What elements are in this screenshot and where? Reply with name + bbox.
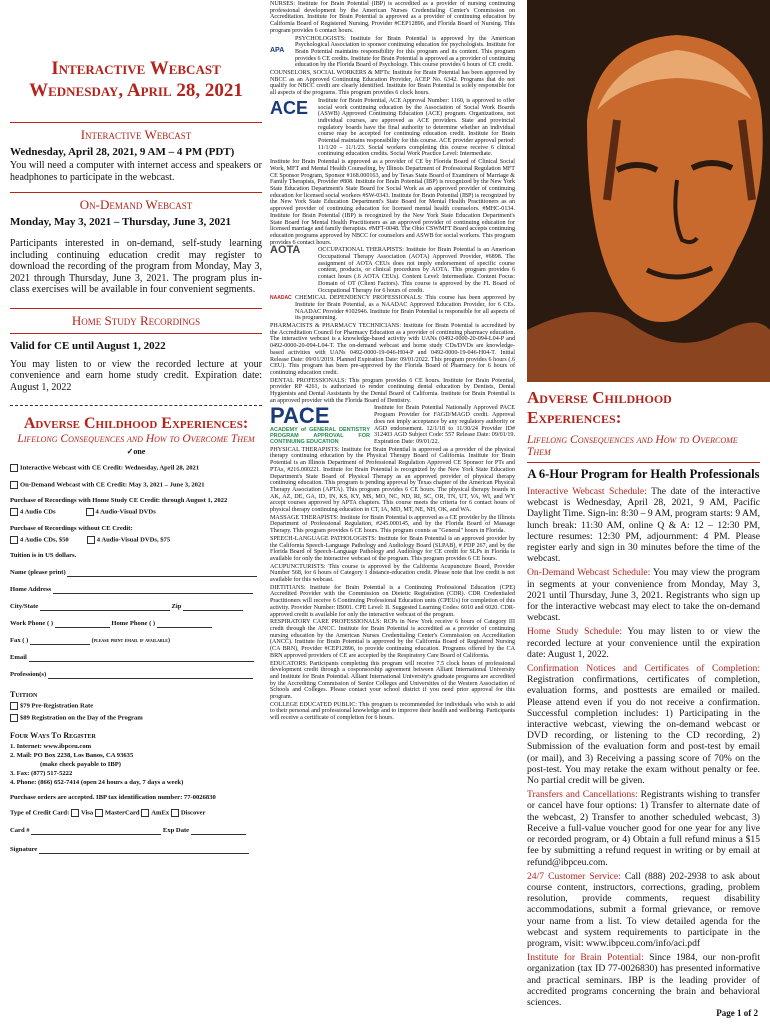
mastercard-checkbox[interactable] bbox=[95, 809, 103, 817]
tuition-note: Tuition is in US dollars. bbox=[10, 552, 77, 560]
purchase-order-note: Purchase orders are accepted. IBP tax identification number: 77-0026830 bbox=[10, 794, 216, 802]
about-ibp-text: Since 1984, our non-profit organization (tax ID 77-0026830) has presented informative and practical seminars. IBP is the leading provider of accredited programs concerning the brain and behavioral sciences. bbox=[527, 952, 760, 1008]
webcast-heading: Interactive Webcast bbox=[80, 127, 192, 142]
ot-text: OCCUPATIONAL THERAPISTS: Institute for Brain Potential is an American Occupational Therapy Association (AOTA) Approved Provider, #6898. The assignment of AOTA CEUs does not imply endorsement of specific course content, products, or clinical procedures by AOTA. This program provides 6 contact hours (.6 AOTA CEUs). Content Level: Intermediate. Content Focus: Domain of OT (Client Factors). This course is approved by the FL Board of Occupational Therapy for 6 hours of credit. bbox=[318, 247, 515, 294]
visa-checkbox[interactable] bbox=[71, 809, 79, 817]
pace-logo: PACE bbox=[270, 403, 330, 429]
card-number-field[interactable] bbox=[31, 827, 161, 835]
pharmacists-text: PHARMACISTS & PHARMACY TECHNICIANS: Institute for Brain Potential is accredited by the Accreditation Council for Pharmacy Education as a provider of continuing pharmacy education. The interactive webcast is a knowledge-based activity with UANs (0492-0000-20-094-L04-P and 0492-0000-20-094-L04-T. The on-demand webcast and home study CDs/DVDs are knowledge-based activities with UANs 0492-0000-19-046-H04-P and 0492-0000-19-046-H04-T. Initial Release Date: 09/01/2019. Planned Expiration Date: 09/01/2022. This program provides 6 hours (.6 CEU). This program has been pre-approved by the Florida Board of Pharmacy for 6 hours of continuing education credit. bbox=[270, 323, 515, 376]
tuition-89-label: $89 Registration on the Day of the Program bbox=[20, 714, 143, 722]
naadac-logo: NAADAC bbox=[270, 295, 292, 302]
profession-field[interactable] bbox=[48, 671, 253, 679]
discover-checkbox[interactable] bbox=[171, 809, 179, 817]
homestudy-text: You may listen to or view the recorded lecture at your convenience and earn home study credit. Expiration date: August 1, 2022 bbox=[10, 358, 262, 393]
register-phone: 4. Phone: (866) 652-7414 (open 24 hours a day, 7 days a week) bbox=[10, 779, 184, 787]
card-number-label: Card # bbox=[10, 826, 30, 834]
accreditation-column bbox=[270, 0, 515, 723]
pace-text: Institute for Brain Potential Nationally Approved PACE Program Provider for FAGD/MAGD credit. Approval does not imply acceptance by any regulatory authority or AGD endorsement. 12/1/18 to 11/30/24 Provider ID# 312403 AGD Subject Code: 557 Release Date: 09/01/19. Expiration Date: 09/01/22. bbox=[374, 405, 515, 445]
mastercard-label: MasterCard bbox=[104, 809, 140, 817]
registration-form bbox=[10, 414, 262, 854]
form-title: Adverse Childhood Experiences: bbox=[23, 415, 249, 432]
physical-therapists-text: PHYSICAL THERAPISTS: Institute for Brain Potential is approved as a provider of the physical therapy continuing education by the Physical Therapy Board of California. Institute for Brain Potential is an Illinois Department of Professional Regulation Approved CE Sponsor for PTs and PTAs, #216.000221. Institute for Brain Potential is recognized by the New York State Education Department's State Board of Physical Therapy as an approved provider of physical therapy continuing education. This program is pending approval by Texas chapter of the American Physical Therapy Association (APTA). This program provides 6 CE hours. The physical therapy boards in AK, AZ, DE, GA, ID, IN, KS, KY, MS, MO, NC, ND, RI, SC, OR, TN, UT, VA, WI, and WY accept courses approved by APTA chapters. This course meets the criteria for 6 contact hours of physical therapy continuing education in CT, IA, MD, MT, NE, NH, OK, and WA. bbox=[270, 446, 515, 514]
about-ibp bbox=[527, 952, 760, 1008]
divider bbox=[10, 122, 262, 123]
confirmation-notices bbox=[527, 663, 760, 786]
tuition-79-checkbox[interactable] bbox=[10, 702, 18, 710]
customer-service-label: 24/7 Customer Service: bbox=[527, 870, 621, 882]
divider bbox=[10, 192, 262, 193]
fax-label: Fax ( ) bbox=[10, 637, 29, 645]
tuition-heading: Tuition bbox=[10, 690, 38, 700]
name-field[interactable] bbox=[67, 569, 257, 577]
work-phone-label: Work Phone ( ) bbox=[10, 620, 54, 628]
homestudy-schedule-text: You may listen to or view the recorded lecture at your convenience until the expiration date: August 1, 2022. bbox=[527, 626, 761, 660]
confirmation-label: Confirmation Notices and Certificates of Completion: bbox=[527, 663, 760, 675]
ondemand-schedule-label: On-Demand Webcast Schedule: bbox=[527, 567, 651, 579]
webcast-schedule-text: The date of the interactive webcast is Wednesday, April 28, 2021, 9 AM, Pacific Daylight Time. Sign-in: 8:30 – 9 AM, program starts: 9 AM, lunch break: 11:30 AM, online Q & A: 12 – 12:30 PM, lecture resumes: 12:30 PM, adjournment: 4 PM. Please register early and sign in 30 minutes before the time of the webcast. bbox=[527, 486, 760, 565]
right-subtitle: Lifelong Consequences and How to Overcome Them bbox=[527, 434, 738, 458]
form-subtitle: Lifelong Consequences and How to Overcome Them bbox=[17, 433, 255, 445]
customer-service bbox=[527, 871, 760, 949]
zip-field[interactable] bbox=[183, 603, 243, 611]
transfers-cancellations bbox=[527, 789, 760, 867]
right-title: Adverse Childhood Experiences: bbox=[527, 388, 672, 427]
cut-line bbox=[10, 405, 262, 406]
noce-cd-label: 4 Audio CDs, $50 bbox=[20, 536, 69, 544]
tuition-79-label: $79 Pre-Registration Rate bbox=[20, 702, 94, 710]
option-webcast-checkbox[interactable] bbox=[10, 464, 18, 472]
portrait-image bbox=[527, 0, 770, 382]
homestudy-schedule-label: Home Study Schedule: bbox=[527, 626, 623, 638]
aota-logo: AOTA bbox=[270, 244, 301, 257]
home-phone-field[interactable] bbox=[157, 620, 212, 628]
transfers-text: Registrants wishing to transfer or cancel have four options: 1) Transfer to alternate date of the webcast, 2) Transfer to another scheduled webcast, 3) Receive a full-value voucher good for one year for any live or recorded program, or 4) Obtain a full refund minus a $15 fee by submitting a refund request in writing or by email at refund@ibpceu.com. bbox=[527, 789, 761, 868]
option-ondemand-label: On-Demand Webcast with CE Credit: May 3, 2021 – June 3, 2021 bbox=[20, 481, 205, 489]
register-mail: 2. Mail: PO Box 2238, Los Banos, CA 93635 bbox=[10, 752, 134, 760]
option-homestudy-label: Purchase of Recordings with Home Study CE Credit: through August 1, 2022 bbox=[10, 497, 228, 505]
chemical-dependency-text: CHEMICAL DEPENDENCY PROFESSIONALS: This course has been approved by Institute for Brain Potential, as a NAADAC Approved Education Provider, for 6 CEs. NAADAC Provider #102946. Institute for Brain Potential is responsible for all aspects of its programming. bbox=[295, 295, 515, 322]
homestudy-date: Valid for CE until August 1, 2022 bbox=[10, 339, 166, 352]
zip-label: Zip bbox=[171, 603, 182, 611]
email-field[interactable] bbox=[29, 654, 254, 662]
signature-field[interactable] bbox=[39, 846, 249, 854]
ondemand-text: Participants interested in on-demand, self-study learning including continuing education credit may register to download the recording of the program from Monday, May 3, 2021 through Thursday, June 3, 2021. The program plus in-class exercises will be available in four convenient segments. bbox=[10, 238, 262, 295]
option-noce-label: Purchase of Recordings without CE Credit: bbox=[10, 524, 133, 532]
homestudy-cd-checkbox[interactable] bbox=[10, 508, 18, 516]
ondemand-schedule-text: You may view the program in segments at your convenience from Monday, May 3, 2021 until Thursday, June 3, 2021. Registrants who sign up for the interactive webcast may elect to take the on-demand webcast. bbox=[527, 567, 760, 624]
homestudy-heading: Home Study Recordings bbox=[71, 312, 201, 328]
homestudy-dvd-checkbox[interactable] bbox=[86, 508, 94, 516]
fax-field[interactable] bbox=[30, 637, 90, 645]
home-phone-label: Home Phone ( ) bbox=[111, 620, 156, 628]
home-address-field[interactable] bbox=[53, 586, 253, 594]
respiratory-text: RESPIRATORY CARE PROFESSIONALS: RCPs in New York receive 6 hours of Category III credit through the ANCC. Institute for Brain Potential is accredited as a provider of continuing nursing education by the American Nurses Credentialing Center's Commission on Accreditation (ANCC). Institute for Brain Potential is approved by the California Board of Registered Nursing (CA BRN), Provider #CEP12896, to provide continuing education. Programs offered by the CA BRN approved providers of CE are accepted by the Respiratory Care Board of California. bbox=[270, 619, 515, 659]
about-ibp-label: Institute for Brain Potential: bbox=[527, 952, 644, 964]
amex-label: AmEx bbox=[151, 809, 170, 817]
slp-text: SPEECH-LANGUAGE PATHOLOGISTS: Institute for Brain Potential is an approved provider by the California Speech-Language Pathology and Audiology Board (SLPAB), # PDP 267, and by the Florida Board of Speech-Language Pathology and Audiology for CE credit for SLPs in Florida is available for only the interactive webcast of the program. This program provides 6 CE hours. bbox=[270, 535, 515, 562]
city-state-label: City/State bbox=[10, 603, 39, 611]
homestudy-dvd-label: 4 Audio-Visual DVDs bbox=[95, 508, 156, 516]
noce-dvd-checkbox[interactable] bbox=[87, 536, 95, 544]
public-text: COLLEGE EDUCATED PUBLIC: This program is recommended for individuals who wish to add to their personal and professional knowledge and to improve their health and wellbeing. Participants will receive a certificate of completion for 6 hours. bbox=[270, 701, 515, 722]
print-email-note: (please print email if available) bbox=[91, 638, 170, 645]
acupuncturists-text: ACUPUNCTURISTS: This course is approved by the California Acupuncture Board, Provider Number 568, for 6 hours of Category 1 distance-education credit. Please note that live credit is not available for this webcast. bbox=[270, 563, 515, 584]
amex-checkbox[interactable] bbox=[141, 809, 149, 817]
counselors-text: COUNSELORS, SOCIAL WORKERS & MFTs: Institute for Brain Potential has been approved by NBCC as an Approved Continuing Education Provider, ACEP No. 6342. Programs that do not qualify for NBCC credit are clearly identified. Institute for Brain Potential is solely responsible for all aspects of the programs. This program provides 6 clock hours. bbox=[270, 70, 515, 97]
card-type-label: Type of Credit Card: bbox=[10, 809, 70, 817]
signature-label: Signature bbox=[10, 845, 38, 853]
page-number: Page 1 of 2 bbox=[716, 1008, 758, 1018]
confirmation-text: Registration confirmations, certificates of completion, evaluation forms, and posttests are emailed or mailed. Please attend even if you do not receive a confirmation. Successful completion includes: 1) Participating in the interactive webcast, viewing the on-demand webcast or DVD recording, or listening to the CD recording, 2) Submission of the evaluation form and post-test by email (or mail), and 3) Receiving a passing score of 70% on the post-test. You may retake the exam without penalty or fee. No partial credit will be given. bbox=[527, 674, 760, 787]
ondemand-date: Monday, May 3, 2021 – Thursday, June 3, 2021 bbox=[10, 216, 232, 228]
divider bbox=[10, 333, 262, 334]
dietitians-text: DIETITIANS: Institute for Brain Potential is a Continuing Professional Education (CPE) Accredited Provider with the Commission on Dietetic Registration (CDR). CDR Credentialed Practitioners will receive 6 Continuing Professional Education units (CPEUs) for completion of this activity. Provider Number: IB001. CPE Level: II. Suggested Learning Codes: 6010 and 6020. CDR-approved credit is available for only the interactive webcast of the program. bbox=[270, 584, 515, 618]
dental-text: DENTAL PROFESSIONALS: This program provides 6 CE hours. Institute for Brain Potential, provider RP 4261, is authorized to render continuing dental education by Dentists, Dental Hygienists and Dental Assistants by the Dental Board of California. Institute for Brain Potential is an approved provider with the Florida Board of Dentistry. bbox=[270, 377, 515, 404]
option-webcast-label: Interactive Webcast with CE Credit: Wednesday, April 28, 2021 bbox=[20, 464, 200, 472]
webcast-date: Wednesday, April 28, 2021, 9 AM – 4 PM (PDT) bbox=[10, 146, 235, 158]
register-mail-note: (make check payable to IBP) bbox=[40, 761, 121, 769]
transfers-label: Transfers and Cancellations: bbox=[527, 789, 638, 801]
pace-subtitle: ACADEMY of GENERAL DENTISTRY PROGRAM APPROVAL FOR CONTINUING EDUCATION bbox=[270, 427, 370, 446]
left-column bbox=[10, 0, 262, 857]
home-address-label: Home Address bbox=[10, 586, 52, 594]
webcast-schedule-label: Interactive Webcast Schedule: bbox=[527, 486, 647, 497]
email-label: Email bbox=[10, 654, 27, 662]
register-heading: Four Ways To Register bbox=[10, 731, 96, 741]
ondemand-heading: On-Demand Webcast bbox=[79, 197, 193, 212]
massage-text: MASSAGE THERAPISTS: Institute for Brain Potential is approved as a CE provider by the Illinois Department of Professional Regulation, #245.000145, and by the Florida Board of Massage Therapy. This program provides 6 CE hours. This program counts as "General" hours in Florida. bbox=[270, 514, 515, 535]
apa-logo: APA bbox=[270, 46, 285, 54]
educators-text: EDUCATORS: Participants completing this program will receive 7.5 clock hours of professional development credit through a cosponsorship agreement between Alliant International University and Institute for Brain Potential. Alliant International University's graduate programs are accredited by the Accrediting Commission of Senior Colleges and Universities of the Western Association of Schools and Colleges. Please contact your school district if you need prior approval for this program. bbox=[270, 660, 515, 701]
program-subtitle: A 6-Hour Program for Health Professionals bbox=[527, 467, 760, 481]
divider bbox=[10, 308, 262, 309]
ondemand-schedule bbox=[527, 567, 760, 623]
homestudy-schedule bbox=[527, 626, 760, 660]
exp-date-label: Exp Date bbox=[162, 826, 190, 834]
option-ondemand-checkbox[interactable] bbox=[10, 481, 18, 489]
customer-service-text: Call (888) 202-2938 to ask about course content, instructors, corrections, grading, problem resolution, provide comments, request disability accommodations, submit a formal grievance, or remove your name from a list. To view detailed agenda for the webcast and system requirements to participate in the program, visit: www.ibpceu.com/info/aci.pdf bbox=[527, 870, 761, 949]
ace-text: Institute for Brain Potential, ACE Approval Number: 1160, is approved to offer social work continuing education by the Association of Social Work Boards (ASWB) Approved Continuing Education (ACE) program. Organizations, not individual courses, are approved as ACE providers. State and provincial regulatory boards have the final authority to determine whether an individual course may be accepted for continuing education credit. Institute for Brain Potential maintains responsibility for this course. ACE provider approval period: 11/1/20 – 11/1/23. Social workers completing this course receive 6 clinical continuing education credits. Social Work Practice Level: Intermediate. bbox=[318, 97, 515, 158]
homestudy-cd-label: 4 Audio CDs bbox=[20, 508, 56, 516]
state-boards-text: Institute for Brain Potential is approved as a provider of CE by Florida Board of Clinical Social Work, MFT and Mental Health Counseling, by Illinois Department of Professional Regulation MFT CE Sponsor Program, Sponsor #168.000163, and by Texas State Board of Examiners of Marriage & Family Therapists, Provider #808. Institute for Brain Potential (IBP) is recognized by the New York State Education Department's State Board for Social Work as an approved provider of continuing education for licensed social workers #SW-0343. Institute for Brain Potential (IBP) is recognized by the New York State Education Department's State Board for Mental Health Practitioners as an approved provider of continuing education for licensed mental health counselors. #MHC-0134. Institute for Brain Potential (IBP) is recognized by the New York State Education Department's State Board for Mental Health Practitioners as an approved provider of continuing education for licensed marriage and family therapists. #MFT-0048. The Ohio CSWMFT Board accepts continuing education programs approved by NBCC for counselors and ASWB for social workers. This program provides 6 contact hours. bbox=[270, 159, 515, 246]
webcast-schedule bbox=[527, 486, 760, 564]
page-title-line1: Interactive Webcast bbox=[51, 58, 221, 79]
noce-cd-checkbox[interactable] bbox=[10, 536, 18, 544]
psychologists-text: PSYCHOLOGISTS: Institute for Brain Potential is approved by the American Psychological Association to sponsor continuing education for psychologists. Institute for Brain Potential maintains responsibility for this program and its content. This program provides 6 CE credits. Institute for Brain Potential is approved as a provider of continuing education by the Florida Board of Psychology. This course provides 6 hours of CE credit. bbox=[295, 35, 515, 69]
register-internet: 1. Internet: www.ibpceu.com bbox=[10, 743, 92, 751]
city-state-field[interactable] bbox=[40, 603, 170, 611]
page-title-line2: Wednesday, April 28, 2021 bbox=[29, 80, 243, 101]
visa-label: Visa bbox=[80, 809, 94, 817]
profession-label: Profession(s) bbox=[10, 671, 47, 679]
work-phone-field[interactable] bbox=[55, 620, 110, 628]
divider bbox=[527, 462, 760, 463]
noce-dvd-label: 4 Audio-Visual DVDs, $75 bbox=[96, 536, 171, 544]
discover-label: Discover bbox=[180, 809, 206, 817]
name-label: Name (please print) bbox=[10, 569, 66, 577]
right-column bbox=[527, 388, 760, 1008]
exp-date-field[interactable] bbox=[191, 827, 246, 835]
tuition-89-checkbox[interactable] bbox=[10, 714, 18, 722]
register-fax: 3. Fax: (877) 517-5222 bbox=[10, 770, 73, 778]
webcast-text: You will need a computer with internet access and speakers or headphones to participate in the webcast. bbox=[10, 160, 262, 183]
nurses-text: NURSES: Institute for Brain Potential (IBP) is accredited as a provider of nursing continuing professional development by the American Nurses Credentialing Center's Commission on Accreditation. Institute for Brain Potential is approved as a provider of continuing education by California Board of Registered Nursing, Provider #CEP12896, and Florida Board of Nursing. This program provides 6 contact hours. bbox=[270, 1, 515, 34]
check-one-label: ✓one bbox=[126, 447, 146, 456]
ace-logo: ACE bbox=[270, 97, 309, 118]
